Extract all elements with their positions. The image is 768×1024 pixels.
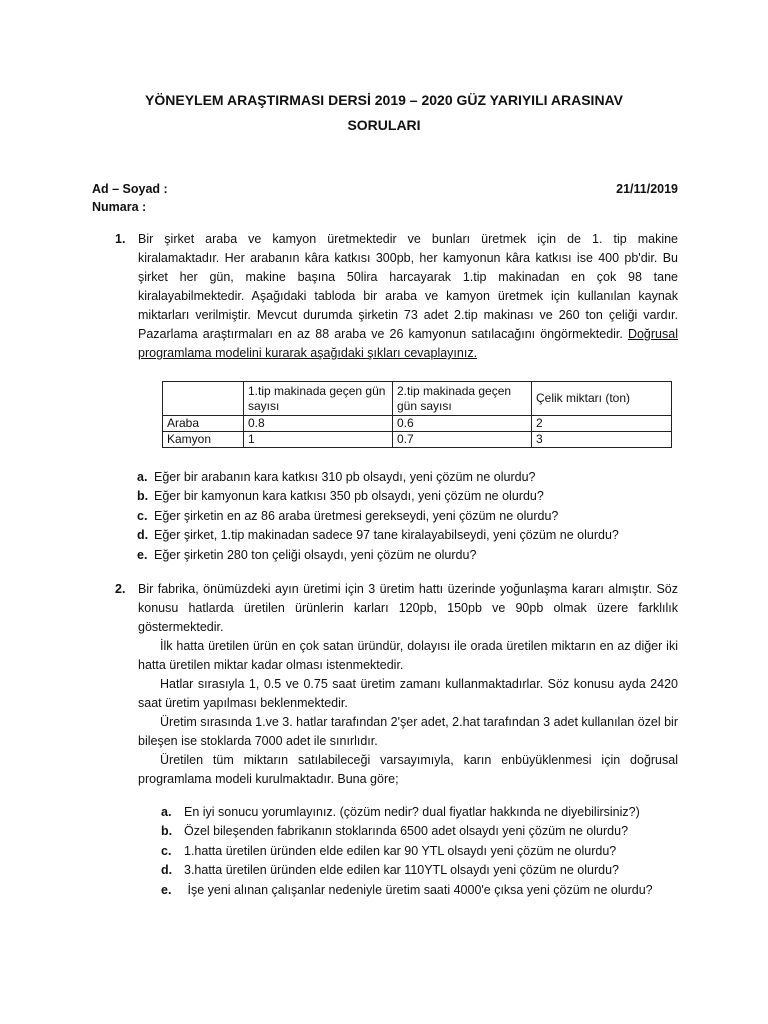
q2-paragraph-5: Üretilen tüm miktarın satılabileceği varsayımıyla, karın enbüyüklenmesi için doğrusal programlama modeli kurulmaktadır. Buna göre; [138,753,678,786]
list-item-label: d. [137,528,149,543]
exam-title [90,88,678,138]
name-date-row [92,180,678,198]
q1-line-2: kiralamaktadır. Her arabanın kâra katkısı 300pb, her kamyonun kâra katkısı ise 400 pb'dir. Bu [138,251,678,265]
list-item-text: 3.hatta üretilen üründen elde edilen kar 110YTL olsaydı yeni çözüm ne olurdu? [184,863,620,878]
list-item [161,881,653,900]
table-cell: 0.8 [244,416,393,432]
table-header-cell [163,382,244,416]
question-2-number: 2. [115,582,126,596]
question-2-subitems [161,803,653,900]
list-item-label: a. [161,805,172,819]
list-item-label: e. [137,547,148,562]
list-item [161,822,653,841]
table-header-cell: 2.tip makinada geçen gün sayısı [393,382,532,416]
list-item-label: b. [161,824,173,839]
table-cell: 3 [532,432,672,448]
table-cell: 2 [532,416,672,432]
list-item [137,468,619,487]
list-item [137,546,619,565]
question-2-text [138,580,678,789]
q1-line-6 [138,325,678,344]
list-item-text: Eğer şirketin en az 86 araba üretmesi gerekseydi, yeni çözüm ne olurdu? [154,508,559,523]
list-item-text: Eğer şirketin 280 ton çeliği olsaydı, yeni çözüm ne olurdu? [154,547,477,562]
list-item-text: 1.hatta üretilen üründen elde edilen kar 90 YTL olsaydı yeni çözüm ne olurdu? [184,843,617,858]
list-item-text: Eğer bir kamyonun kara katkısı 350 pb olsaydı, yeni çözüm ne olurdu? [154,489,544,504]
q1-line-3: şirket her gün, makine başına 50lira harcayarak 1.tip makinadan en çok 98 tane [138,270,678,284]
q2-paragraph-1: Bir fabrika, önümüzdeki ayın üretimi için 3 üretim hattı üzerinde yoğunlaşma kararı almıştır. Söz konusu hatlarda üretilen ürünlerin karları 120pb, 150pb ve 90pb olmak üzere farklılık göstermektedir. [138,582,678,634]
q1-line-6-text: Pazarlama araştırmaları en az 88 araba ve 26 kamyonun satılacağını öngörmektedir. [138,327,623,341]
number-row [92,198,678,216]
list-item [137,507,619,526]
list-item-text: En iyi sonucu yorumlayınız. (çözüm nedir? dual fiyatlar hakkında ne diyebilirsiniz?) [184,805,640,819]
list-item [161,842,653,861]
table-cell: Kamyon [163,432,244,448]
list-item [161,861,653,880]
table-cell: 0.7 [393,432,532,448]
q2-paragraph-4: Üretim sırasında 1.ve 3. hatlar tarafından 2'şer adet, 2.hat tarafından 3 adet kullanılan özel bir bileşen ise stoklarda 7000 adet ile sınırlıdır. [138,715,678,748]
title-line-1: YÖNEYLEM ARAŞTIRMASI DERSİ 2019 – 2020 GÜZ YARIYILI ARASINAV [145,92,623,108]
q1-line-7 [138,344,678,363]
list-item [137,487,619,506]
question-1-text [138,230,678,363]
list-item-text: İşe yeni alınan çalışanlar nedeniyle üretim saati 4000'e çıksa yeni çözüm ne olurdu? [184,882,653,897]
list-item-text: Özel bileşenden fabrikanın stoklarında 6500 adet olsaydı yeni çözüm ne olurdu? [184,824,629,839]
table-header-cell: Çelik miktarı (ton) [532,382,672,416]
q1-line-1: Bir şirket araba ve kamyon üretmektedir ve bunları üretmek için de 1. tip makine [138,232,678,246]
title-line-2: SORULARI [347,117,421,133]
list-item-label: b. [137,489,149,504]
exam-date: 21/11/2019 [616,182,678,196]
table-cell: Araba [163,416,244,432]
q2-paragraph-3: Hatlar sırasıyla 1, 0.5 ve 0.75 saat üretim zamanı kullanmaktadırlar. Söz konusu ayda 2420 saat üretim yapılması beklenmektedir. [138,677,678,710]
resource-table [162,381,672,448]
q2-paragraph-2: İlk hatta üretilen ürün en çok satan üründür, dolayısı ile orada üretilen miktarın en az diğer iki hatta üretilen miktar kadar olması istenmektedir. [138,639,678,672]
list-item-label: e. [161,882,172,897]
list-item-label: d. [161,863,173,878]
q1-underlined-a: Doğrusal [627,327,678,341]
q1-line-5: miktarları verilmiştir. Mevcut durumda şirketin 73 adet 2.tip makinası ve 260 ton çeliği vardır. [138,308,678,322]
table-cell: 0.6 [393,416,532,432]
question-1-subitems [137,468,619,565]
name-label: Ad – Soyad : [92,182,168,196]
table-header-row [163,382,672,416]
q1-underlined-b: programlama modelini kurarak aşağıdaki şıkları cevaplayınız. [138,346,478,360]
list-item-label: c. [161,843,172,858]
number-label: Numara : [92,200,147,214]
question-1-number: 1. [115,232,126,246]
list-item [137,526,619,545]
list-item [161,803,653,822]
list-item-text: Eğer bir arabanın kara katkısı 310 pb olsaydı, yeni çözüm ne olurdu? [154,470,536,484]
q1-line-4: kiralayabilmektedir. Aşağıdaki tabloda bir araba ve kamyon üretmek için kullanılan kaynak [138,289,678,303]
table-row [163,416,672,432]
table-row [163,432,672,448]
list-item-text: Eğer şirket, 1.tip makinadan sadece 97 tane kiralayabilseydi, yeni çözüm ne olurdu? [154,528,619,543]
table-cell: 1 [244,432,393,448]
list-item-label: c. [137,508,148,523]
list-item-label: a. [137,470,148,484]
table-header-cell: 1.tip makinada geçen gün sayısı [244,382,393,416]
